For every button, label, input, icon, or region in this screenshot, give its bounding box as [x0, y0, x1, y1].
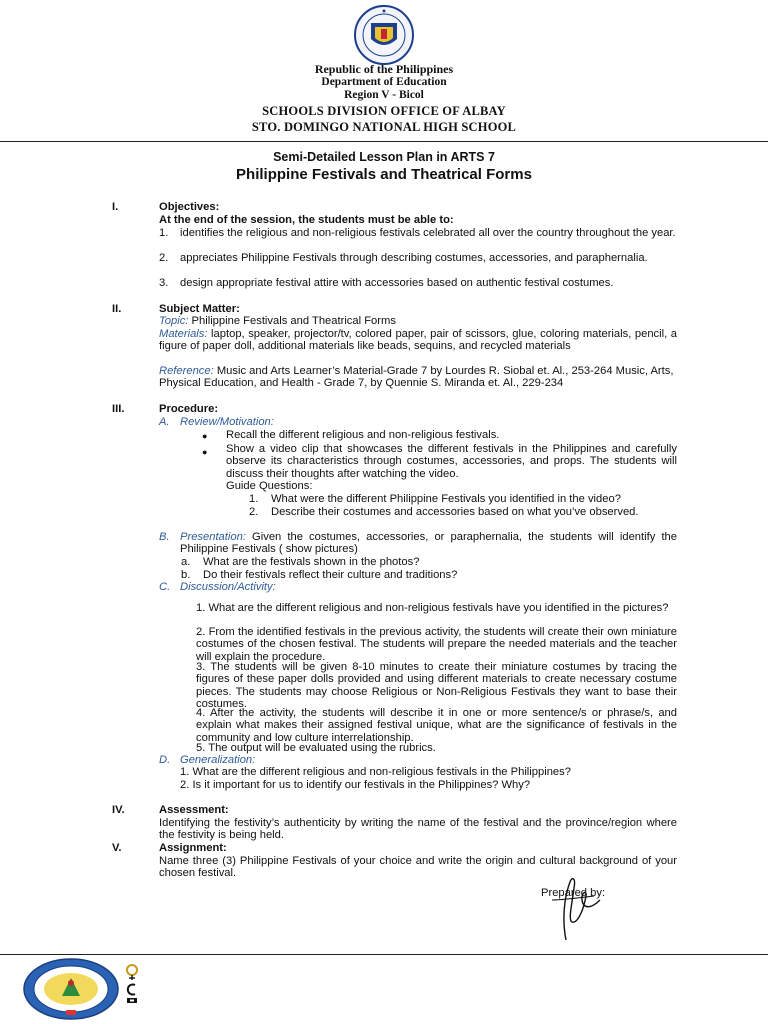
discussion-item: 4. After the activity, the students will describe it in one or more sentence/s or phrase/s, and explain what makes their assigned festival unique, what are the significance of festivals in the community and low culture interrelationship.: [196, 707, 677, 744]
objective-text: design appropriate festival attire with accessories based on authentic festival costumes.: [180, 277, 614, 289]
review-motivation-title: Review/Motivation:: [180, 416, 274, 428]
generalization-item: 1. What are the different religious and non-religious festivals in the Philippines?: [180, 766, 571, 778]
presentation-title: Presentation:: [180, 531, 246, 543]
objective-text: appreciates Philippine Festivals through describing costumes, accessories, and paraphernalia.: [180, 252, 648, 264]
generalization-title: Generalization:: [180, 754, 256, 766]
assessment-heading: Assessment:: [159, 804, 229, 816]
objectives-intro: At the end of the session, the students must be able to:: [159, 214, 454, 226]
step-label: A.: [159, 416, 170, 428]
objective-number: 2.: [159, 252, 169, 264]
topic-label: Topic:: [159, 315, 189, 327]
objective-number: 1.: [159, 227, 169, 239]
reference-value: Music and Arts Learner’s Material-Grade 7 by Lourdes R. Siobal et. Al., 253-264 Music, Arts, Physical Education, and Health - Grade 7, by Quennie S. Miranda et. Al., 229-234: [159, 365, 674, 390]
step-label: D.: [159, 754, 171, 766]
presentation-item-letter: a.: [181, 556, 191, 568]
presentation-item: Do their festivals reflect their culture and traditions?: [203, 569, 458, 581]
assignment-heading: Assignment:: [159, 842, 227, 854]
header-line-4: SCHOOLS DIVISION OFFICE OF ALBAY: [262, 104, 506, 118]
header-line-3: Region V - Bicol: [344, 89, 424, 101]
section-number: I.: [112, 201, 119, 213]
section-number: II.: [112, 303, 122, 315]
objective-number: 3.: [159, 277, 169, 289]
step-label: C.: [159, 581, 171, 593]
guide-questions-title: Guide Questions:: [226, 480, 313, 492]
materials-value: laptop, speaker, projector/tv, colored paper, pair of scissors, glue, coloring materials, pencil, a figure of paper doll, additional materials like beads, sequins, and recycled materials: [159, 328, 677, 353]
presentation-item-letter: b.: [181, 569, 191, 581]
deped-seal: [349, 5, 419, 65]
reference-label: Reference:: [159, 365, 214, 377]
section-number: V.: [112, 842, 122, 854]
guide-question: What were the different Philippine Festivals you identified in the video?: [271, 493, 621, 505]
bullet-text: Show a video clip that showcases the different festivals in the Philippines and carefully observe its characteristics through costumes, accessories, and props. The students will discuss their thoughts after watching the video.: [226, 443, 677, 480]
assessment-text: Identifying the festivity’s authenticity by writing the name of the festival and the province/region where the festivity is being held.: [159, 817, 677, 842]
assignment-text: Name three (3) Philippine Festivals of your choice and write the origin and cultural background of your chosen festival.: [159, 855, 677, 880]
discussion-item: 1. What are the different religious and non-religious festivals have you identified in the pictures?: [196, 602, 669, 614]
prepared-by-label: Prepared by:: [541, 887, 606, 899]
guide-question: Describe their costumes and accessories based on what you’ve observed.: [271, 506, 639, 518]
topic-line: [159, 315, 677, 327]
section-number: IV.: [112, 804, 125, 816]
generalization-item: 2. Is it important for us to identify our festivals in the Philippines? Why?: [180, 779, 531, 791]
discussion-activity-title: Discussion/Activity:: [180, 581, 276, 593]
discussion-item: 5. The output will be evaluated using the rubrics.: [196, 742, 436, 754]
materials-label: Materials:: [159, 328, 208, 340]
subject-heading: Subject Matter:: [159, 303, 240, 315]
lesson-plan-title: Philippine Festivals and Theatrical Forms: [236, 166, 532, 183]
discussion-item: 3. The students will be given 8-10 minutes to create their miniature costumes by tracing the figures of these paper dolls provided and using different materials to create necessary costume pieces. The students may choose Religious or Non-Religious Festivals they want to base their costumes.: [196, 661, 677, 711]
header-line-2: Department of Education: [321, 76, 447, 88]
guide-number: 1.: [249, 493, 259, 505]
bullet-dot: ●: [202, 431, 208, 441]
reference-line: [159, 365, 679, 390]
discussion-item: 2. From the identified festivals in the previous activity, the students will create their own miniature costumes of the chosen festival. The students will prepare the needed materials and the teacher will explain the procedure.: [196, 626, 677, 663]
presentation-body: Given the costumes, accessories, or paraphernalia, the students will identify the Philippine Festivals ( show pictures): [180, 531, 677, 556]
school-seal: [22, 958, 120, 1020]
topic-value: Philippine Festivals and Theatrical Forms: [188, 315, 396, 327]
footer-divider: [0, 954, 768, 955]
school-logo-icon: [124, 963, 140, 1005]
procedure-heading: Procedure:: [159, 403, 219, 415]
bullet-text: Recall the different religious and non-religious festivals.: [226, 429, 500, 441]
header-line-1: Republic of the Philippines: [314, 62, 454, 76]
bullet-dot: ●: [202, 447, 208, 457]
header-divider: [0, 141, 768, 142]
header-line-5: STO. DOMINGO NATIONAL HIGH SCHOOL: [251, 120, 517, 134]
materials-line: [159, 328, 677, 353]
lesson-plan-subtitle: Semi-Detailed Lesson Plan in ARTS 7: [273, 150, 495, 164]
presentation-text: [180, 531, 677, 556]
presentation-item: What are the festivals shown in the photos?: [203, 556, 420, 568]
objectives-heading: Objectives:: [159, 201, 220, 213]
section-number: III.: [112, 403, 125, 415]
guide-number: 2.: [249, 506, 259, 518]
signature: [548, 870, 608, 942]
step-label: B.: [159, 531, 170, 543]
objective-text: identifies the religious and non-religious festivals celebrated all over the country throughout the year.: [180, 227, 676, 239]
